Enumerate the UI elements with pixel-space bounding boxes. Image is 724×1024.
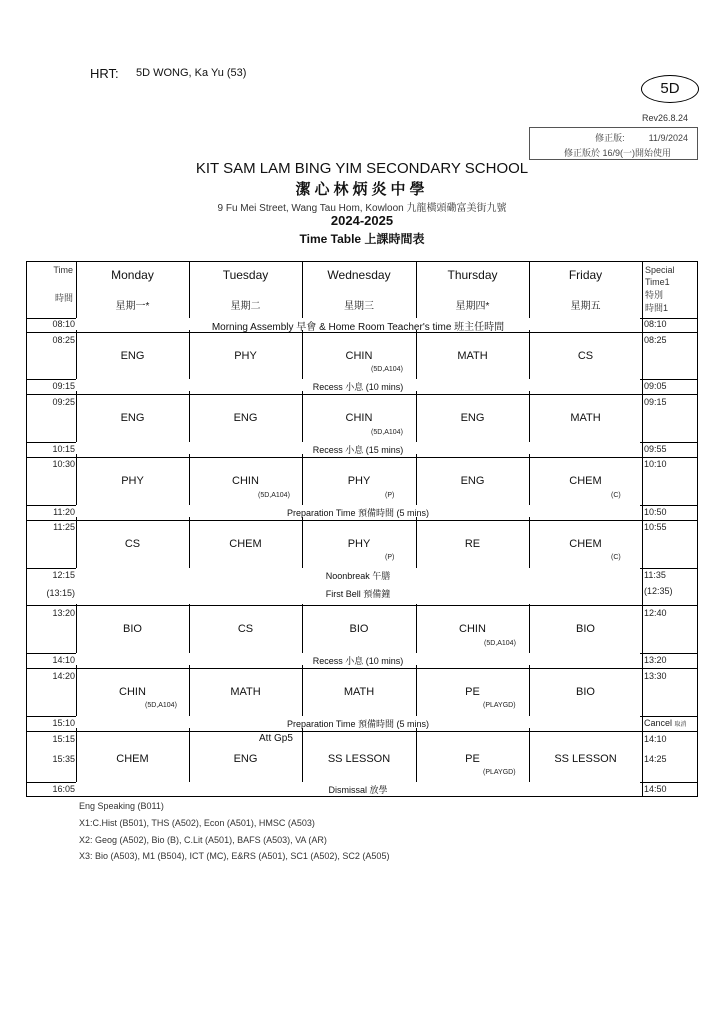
- time-special: (12:35): [644, 586, 673, 596]
- time-special: 10:50: [644, 507, 667, 517]
- room-label: (5D,A104): [371, 429, 403, 436]
- band-morning-assembly-label: Morning Assembly 早會 & Home Room Teacher's time 班主任時間: [211, 322, 505, 333]
- room-label: (C): [611, 492, 621, 499]
- grid-hline: [27, 668, 697, 669]
- grid-hline: [27, 394, 697, 395]
- lesson-cell: CHIN: [345, 350, 373, 362]
- time-header-en: Time: [53, 265, 73, 275]
- lesson-cell: CHEM: [116, 753, 149, 765]
- day-header-tuesday: Tuesday: [222, 268, 269, 282]
- note-line: X2: Geog (A502), Bio (B), C.Lit (A501), BAFS (A503), VA (AR): [79, 835, 327, 845]
- attendance-group-note: Att Gp5: [259, 733, 293, 744]
- time-start: 11:20: [53, 507, 75, 517]
- room-label: (5D,A104): [258, 492, 290, 499]
- note-line: Eng Speaking (B011): [79, 801, 164, 811]
- lesson-cell: CHIN: [119, 686, 146, 698]
- time-special: 14:50: [644, 784, 667, 794]
- band-noonbreak-label: Noonbreak 午膳: [325, 571, 391, 581]
- revised-label: 修正版:: [595, 133, 625, 143]
- time-start: 14:10: [52, 655, 75, 665]
- time-start: (13:15): [46, 588, 75, 598]
- timetable-title: Time Table 上課時間表: [299, 232, 425, 246]
- time-start: 08:25: [52, 335, 75, 345]
- time-start: 09:25: [52, 397, 75, 407]
- lesson-cell: MATH: [570, 412, 601, 424]
- band-dismissal-label: Dismissal 放學: [328, 785, 388, 795]
- time-special-cancel: [644, 718, 694, 728]
- day-header-monday-zh: 星期一*: [115, 301, 150, 312]
- lesson-cell: PHY: [347, 475, 371, 487]
- lesson-cell: ENG: [120, 350, 145, 362]
- time-special: 10:10: [644, 459, 667, 469]
- time-special: 09:05: [644, 381, 667, 391]
- time-special: 14:25: [644, 754, 667, 764]
- hrt-value: 5D WONG, Ka Yu (53): [136, 67, 247, 79]
- day-header-wednesday-zh: 星期三: [344, 301, 374, 312]
- lesson-cell: CS: [124, 538, 141, 550]
- lesson-cell: ENG: [460, 412, 485, 424]
- lesson-cell: CHIN: [459, 623, 486, 635]
- time-special: 09:15: [644, 397, 667, 407]
- time-special: 11:35: [644, 570, 666, 580]
- time-start: 14:20: [52, 671, 75, 681]
- room-label: (PLAYGD): [483, 702, 516, 709]
- lesson-cell: MATH: [343, 686, 375, 698]
- time-special: 08:25: [644, 335, 667, 345]
- lesson-cell: BIO: [576, 686, 595, 698]
- room-label: (5D,A104): [371, 366, 403, 373]
- lesson-cell: BIO: [123, 623, 142, 635]
- school-address: 9 Fu Mei Street, Wang Tau Hom, Kowloon 九龍橫頭磡富美街九號: [217, 203, 507, 214]
- time-start: 09:15: [52, 381, 75, 391]
- time-start: 16:05: [52, 784, 75, 794]
- time-start: 15:10: [52, 718, 75, 728]
- day-header-thursday: Thursday: [447, 268, 498, 282]
- time-special: 13:20: [644, 655, 667, 665]
- time-start: 13:20: [52, 608, 75, 618]
- band-first-bell-label: First Bell 預備鐘: [325, 589, 391, 599]
- time-special: 08:10: [644, 319, 667, 329]
- time-special: 09:55: [644, 444, 667, 454]
- grid-hline: [27, 605, 697, 606]
- room-label: (C): [611, 554, 621, 561]
- special-header-3: 特別: [645, 290, 664, 300]
- hrt-label: HRT:: [90, 66, 119, 81]
- day-header-tuesday-zh: 星期二: [230, 301, 261, 312]
- lesson-cell: ENG: [233, 412, 258, 424]
- day-header-wednesday: Wednesday: [327, 268, 391, 282]
- grid-hline: [27, 731, 697, 732]
- lesson-cell: BIO: [576, 623, 595, 635]
- lesson-cell: MATH: [230, 686, 261, 698]
- day-header-friday-zh: 星期五: [570, 301, 601, 312]
- school-year: 2024-2025: [330, 213, 394, 228]
- revision-label: Rev26.8.24: [642, 113, 689, 123]
- lesson-cell: CHEM: [569, 538, 602, 550]
- band-recess-label: Recess 小息 (10 mins): [312, 382, 404, 392]
- special-header-2: Time1: [645, 277, 670, 287]
- lesson-cell: ENG: [233, 753, 258, 765]
- time-header-zh: 時間: [54, 293, 73, 303]
- room-label: (5D,A104): [484, 640, 516, 647]
- lesson-cell: ENG: [460, 475, 485, 487]
- time-start: 08:10: [52, 319, 75, 329]
- lesson-cell: PHY: [234, 350, 257, 362]
- lesson-cell: PE: [465, 686, 480, 698]
- cancel-label: Cancel: [644, 718, 673, 728]
- time-start: 10:15: [52, 444, 75, 454]
- lesson-cell: RE: [464, 538, 481, 550]
- lesson-cell: SS LESSON: [327, 753, 391, 765]
- day-header-thursday-zh: 星期四*: [455, 301, 490, 312]
- band-preparation-label: Preparation Time 預備時間 (5 mins): [286, 508, 430, 518]
- band-recess-label: Recess 小息 (15 mins): [312, 445, 404, 455]
- grid-hline: [27, 457, 697, 458]
- band-recess-label: Recess 小息 (10 mins): [312, 656, 404, 666]
- lesson-cell: CS: [577, 350, 594, 362]
- revised-date: 11/9/2024: [648, 133, 688, 143]
- lesson-cell: SS LESSON: [554, 753, 617, 765]
- revised-note: 修正版於 16/9(一)開始使用: [563, 148, 671, 158]
- lesson-cell: CHEM: [569, 475, 602, 487]
- revision-box: [529, 127, 698, 160]
- special-header-4: 時間1: [645, 303, 669, 313]
- lesson-cell: PE: [465, 753, 480, 765]
- lesson-cell: BIO: [349, 623, 369, 635]
- school-name-en: KIT SAM LAM BING YIM SECONDARY SCHOOL: [195, 160, 529, 177]
- room-label: (P): [385, 554, 395, 561]
- class-code-badge: 5D: [641, 75, 699, 103]
- time-special: 10:55: [644, 522, 667, 532]
- time-start: 11:25: [53, 522, 75, 532]
- school-name-zh: 潔心林炳炎中學: [295, 180, 429, 198]
- lesson-cell: ENG: [120, 412, 145, 424]
- room-label: (5D,A104): [145, 702, 177, 709]
- day-header-friday: Friday: [568, 268, 603, 282]
- time-start: 15:15: [52, 734, 75, 744]
- room-label: (PLAYGD): [483, 769, 516, 776]
- lesson-cell: PHY: [347, 538, 371, 550]
- lesson-cell: CHIN: [232, 475, 259, 487]
- lesson-cell: CHEM: [229, 538, 262, 550]
- day-header-monday: Monday: [111, 268, 154, 282]
- time-start: 12:15: [52, 570, 75, 580]
- lesson-cell: MATH: [457, 350, 488, 362]
- band-preparation-label: Preparation Time 預備時間 (5 mins): [286, 719, 430, 729]
- time-start: 15:35: [52, 754, 75, 764]
- lesson-cell: CHIN: [345, 412, 373, 424]
- time-special: 14:10: [644, 734, 667, 744]
- time-special: 12:40: [644, 608, 667, 618]
- special-header-1: Special: [645, 265, 675, 275]
- time-start: 10:30: [52, 459, 75, 469]
- lesson-cell: PHY: [121, 475, 144, 487]
- note-line: X1:C.Hist (B501), THS (A502), Econ (A501), HMSC (A503): [79, 818, 315, 828]
- room-label: (P): [385, 492, 395, 499]
- cancel-label-zh: 取消: [674, 722, 687, 728]
- time-special: 13:30: [644, 671, 667, 681]
- grid-hline: [27, 520, 697, 521]
- lesson-cell: CS: [237, 623, 254, 635]
- note-line: X3: Bio (A503), M1 (B504), ICT (MC), E&RS (A501), SC1 (A502), SC2 (A505): [79, 851, 390, 861]
